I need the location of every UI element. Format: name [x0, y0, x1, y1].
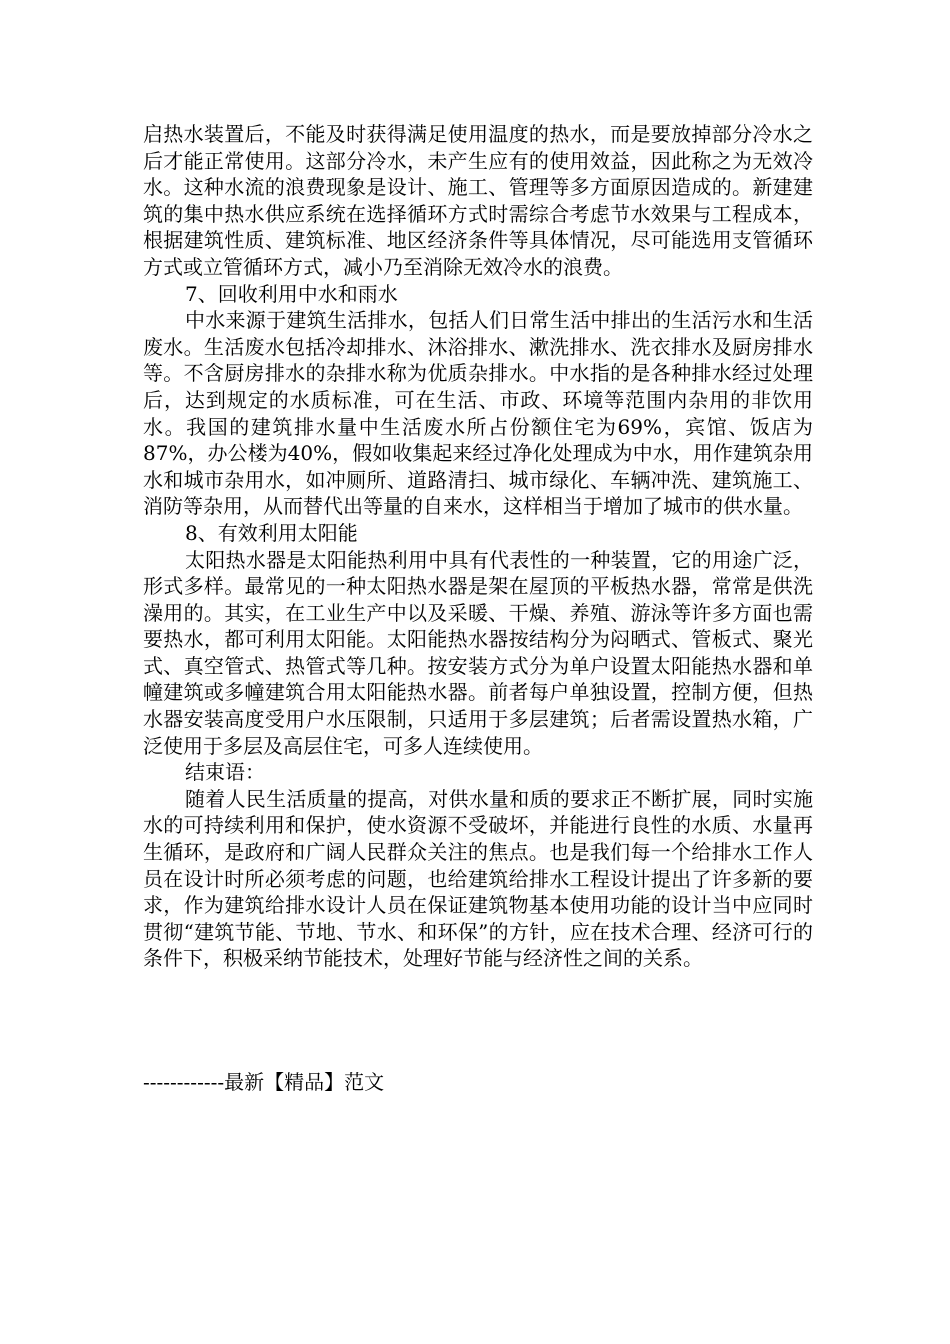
- paragraph-reclaimed-water: 中水来源于建筑生活排水，包括人们日常生活中排出的生活污水和生活废水。生活废水包括冷却排水、沐浴排水、漱洗排水、洗衣排水及厨房排水等。不含厨房排水的杂排水称为优质杂排水。中水指的是各种排水经过处理后，达到规定的水质标准，可在生活、市政、环境等范围内杂用的非饮用水。我国的建筑排水量中生活废水所占份额住宅为69%，宾馆、饭店为87%，办公楼为40%，假如收集起来经过净化处理成为中水，用作建筑杂用水和城市杂用水，如冲厕所、道路清扫、城市绿化、车辆冲洗、建筑施工、消防等杂用，从而替代出等量的自来水，这样相当于增加了城市的供水量。: [143, 308, 813, 519]
- conclusion-heading: 结束语：: [185, 760, 265, 785]
- paragraph-continued: 启热水装置后，不能及时获得满足使用温度的热水，而是要放掉部分冷水之后才能正常使用。这部分冷水，未产生应有的使用效益，因此称之为无效冷水。这种水流的浪费现象是设计、施工、管理等多方面原因造成的。新建建筑的集中热水供应系统在选择循环方式时需综合考虑节水效果与工程成本，根据建筑性质、建筑标准、地区经济条件等具体情况，尽可能选用支管循环方式或立管循环方式，减小乃至消除无效冷水的浪费。: [143, 122, 813, 279]
- footer-tagline: ------------最新【精品】范文: [143, 1070, 385, 1094]
- document-body: [143, 121, 813, 972]
- paragraph-solar-energy: 太阳热水器是太阳能热利用中具有代表性的一种装置，它的用途广泛，形式多样。最常见的一种太阳热水器是架在屋顶的平板热水器，常常是供洗澡用的。其实，在工业生产中以及采暖、干燥、养殖、游泳等许多方面也需要热水，都可利用太阳能。太阳能热水器按结构分为闷晒式、管板式、聚光式、真空管式、热管式等几种。按安装方式分为单户设置太阳能热水器和单幢建筑或多幢建筑合用太阳能热水器。前者每户单独设置，控制方便，但热水器安装高度受用户水压限制，只适用于多层建筑；后者需设置热水箱，广泛使用于多层及高层住宅，可多人连续使用。: [143, 547, 813, 758]
- section-heading-8: 8、有效利用太阳能: [185, 520, 358, 545]
- section-heading-7: 7、回收利用中水和雨水: [185, 281, 398, 306]
- paragraph-conclusion: 随着人民生活质量的提高，对供水量和质的要求正不断扩展，同时实施水的可持续利用和保护，使水资源不受破坏，并能进行良性的水质、水量再生循环，是政府和广阔人民群众关注的焦点。也是我们每一个给排水工作人员在设计时所必须考虑的问题，也给建筑给排水工程设计提出了许多新的要求，作为建筑给排水设计人员在保证建筑物基本使用功能的设计当中应同时贯彻“建筑节能、节地、节水、和环保”的方针，应在技术合理、经济可行的条件下，积极采纳节能技术，处理好节能与经济性之间的关系。: [143, 786, 813, 971]
